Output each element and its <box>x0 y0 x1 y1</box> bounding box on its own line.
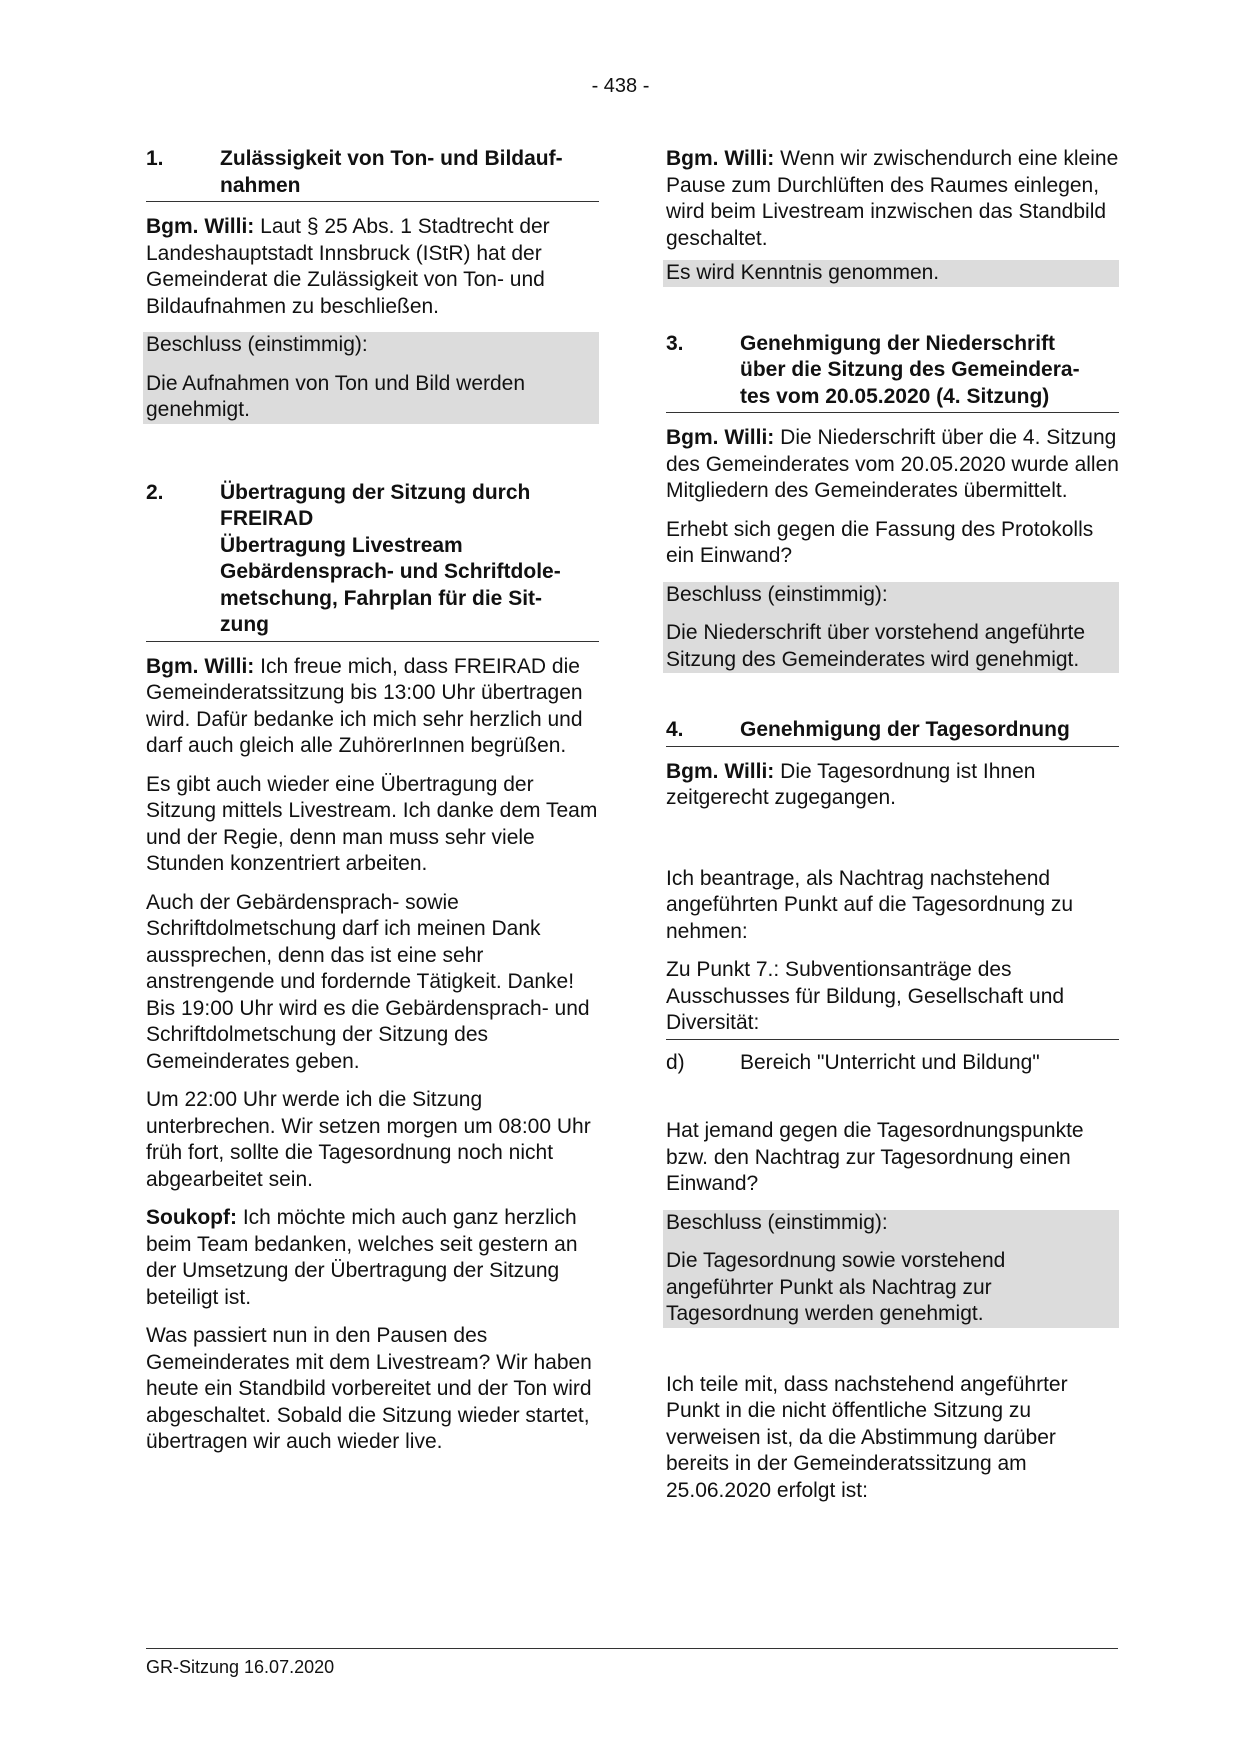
paragraph: Zu Punkt 7.: Subventionsanträge des Ausschusses für Bildung, Gesellschaft und Diversität: <box>666 958 1065 1034</box>
resolution-text: Die Aufnahmen von Ton und Bild werden genehmigt. <box>143 371 599 424</box>
section-number: 4. <box>666 718 684 741</box>
spacer <box>666 1340 1119 1372</box>
section-title-line: Zulässigkeit von Ton- und Bildauf- <box>220 147 563 170</box>
page-number: - 438 - <box>591 75 650 97</box>
footer-divider <box>146 1648 1118 1649</box>
agenda-item-text: Bereich "Unterricht und Bildung" <box>740 1050 1040 1074</box>
spacer <box>666 824 1119 866</box>
section-number: 1. <box>146 147 164 170</box>
section-title <box>220 480 599 639</box>
spacer <box>666 685 1119 717</box>
item-separator <box>666 1039 1119 1040</box>
resolution-label: Beschluss (einstimmig): <box>143 332 599 359</box>
section-title <box>220 146 599 199</box>
spacer <box>666 1080 1119 1118</box>
section-title-line: FREIRAD <box>220 507 314 530</box>
speaker-name: Bgm. Willi: <box>666 147 775 170</box>
resolution-label: Beschluss (einstimmig): <box>663 582 1119 609</box>
paragraph <box>146 654 599 760</box>
section-heading-4 <box>666 717 1119 747</box>
section-heading-1 <box>146 146 599 202</box>
agenda-item <box>666 1050 1119 1081</box>
speaker-name: Bgm. Willi: <box>146 654 255 678</box>
paragraph: Erhebt sich gegen die Fassung des Protokolls ein Einwand? <box>666 517 1094 567</box>
paragraph: Auch der Gebärdensprach- sowie Schriftdolmetschung darf ich meinen Dank aussprechen, denn das ist eine sehr anstrengende und fordernde Tätigkeit. Danke! Bis 19:00 Uhr wird es die Gebärdensprach- und Schriftdolmetschung der Sitzung des Gemeinderates geben. <box>146 890 590 1073</box>
paragraph <box>146 1205 599 1311</box>
section-title-line: Gebärdensprach- und Schriftdole- <box>220 560 561 583</box>
speaker-name: Bgm. Willi: <box>666 426 775 449</box>
resolution-label: Beschluss (einstimmig): <box>663 1210 1119 1237</box>
paragraph: Ich beantrage, als Nachtrag nachstehend angeführten Punkt auf die Tagesordnung zu nehmen: <box>666 866 1074 943</box>
shade-spacer <box>663 1236 1119 1248</box>
resolution-text: Die Niederschrift über vorstehend angeführte Sitzung des Gemeinderates wird genehmigt. <box>663 620 1119 673</box>
right-column <box>666 146 1119 1516</box>
section-title <box>740 331 1119 411</box>
section-heading-3 <box>666 331 1119 414</box>
speaker-name: Soukopf: <box>146 1206 237 1229</box>
section-title-line: metschung, Fahrplan für die Sit- <box>220 586 543 610</box>
footer-text: GR-Sitzung 16.07.2020 <box>146 1657 335 1677</box>
paragraph <box>146 214 599 320</box>
paragraph <box>666 146 1119 252</box>
section-title-line: nahmen <box>220 173 301 197</box>
spacer <box>666 299 1119 331</box>
left-column <box>146 146 599 1468</box>
section-title-line: Übertragung Livestream <box>220 533 463 557</box>
paragraph-text: Laut § 25 Abs. 1 Stadtrecht der Landeshauptstadt Innsbruck (IStR) hat der Gemeinderat die Zulässigkeit von Ton- und Bildaufnahmen zu beschließen. <box>146 215 550 318</box>
paragraph-text: Ich möchte mich auch ganz herzlich beim Team bedanken, welches seit gestern an der Umsetzung der Übertragung der Sitzung beteiligt ist. <box>146 1206 578 1309</box>
section-title-line: tes vom 20.05.2020 (4. Sitzung) <box>740 384 1050 408</box>
section-title <box>740 717 1119 744</box>
section-number: 3. <box>666 331 684 355</box>
section-heading-2 <box>146 480 599 642</box>
speaker-name: Bgm. Willi: <box>146 215 255 238</box>
resolution-text: Die Tagesordnung sowie vorstehend angeführter Punkt als Nachtrag zur Tagesordnung werden genehmigt. <box>663 1248 1119 1328</box>
section-number: 2. <box>146 480 164 504</box>
spacer <box>146 436 599 480</box>
paragraph: Um 22:00 Uhr werde ich die Sitzung unterbrechen. Wir setzen morgen um 08:00 Uhr früh fort, sollte die Tagesordnung noch nicht abgearbeitet sein. <box>146 1088 591 1191</box>
paragraph <box>666 759 1119 812</box>
section-title-line: Genehmigung der Niederschrift <box>740 331 1056 355</box>
shade-spacer <box>663 608 1119 620</box>
paragraph: Ich teile mit, dass nachstehend angeführter Punkt in die nicht öffentliche Sitzung zu verweisen ist, da die Abstimmung darüber bereits in der Gemeinderatssitzung am 25.06.2020 erfolgt ist: <box>666 1372 1068 1502</box>
paragraph: Es gibt auch wieder eine Übertragung der Sitzung mittels Livestream. Ich danke dem Team und der Regie, denn man muss sehr viele Stunden konzentriert arbeiten. <box>146 772 598 875</box>
speaker-name: Bgm. Willi: <box>666 759 775 783</box>
paragraph <box>666 425 1119 505</box>
paragraph: Hat jemand gegen die Tagesordnungspunkte bzw. den Nachtrag zur Tagesordnung einen Einwand? <box>666 1119 1084 1195</box>
paragraph: Was passiert nun in den Pausen des Gemeinderates mit dem Livestream? Wir haben heute ein Standbild vorbereitet und der Ton wird abgeschaltet. Sobald die Sitzung wieder startet, übertragen wir auch wieder live. <box>146 1324 592 1453</box>
shade-spacer <box>143 359 599 371</box>
paragraph-text: Wenn wir zwischendurch eine kleine Pause zum Durchlüften des Raumes einlegen, wird beim Livestream inzwischen das Standbild geschaltet. <box>666 147 1119 250</box>
section-title-line: über die Sitzung des Gemeindera- <box>740 358 1080 381</box>
paragraph-text: Ich freue mich, dass FREIRAD die Gemeinderatssitzung bis 13:00 Uhr übertragen wird. Dafür bedanke ich mich sehr herzlich und darf auch gleich alle ZuhörerInnen begrüßen. <box>146 654 583 757</box>
agenda-item-letter: d) <box>666 1050 685 1074</box>
section-title-line: Genehmigung der Tagesordnung <box>740 718 1070 741</box>
paragraph-text: Die Tagesordnung ist Ihnen zeitgerecht zugegangen. <box>666 759 1036 809</box>
paragraph-text: Die Niederschrift über die 4. Sitzung des Gemeinderates vom 20.05.2020 wurde allen Mitgliedern des Gemeinderates übermittelt. <box>666 426 1119 502</box>
section-title-line: Übertragung der Sitzung durch <box>220 480 531 504</box>
acknowledgement-note: Es wird Kenntnis genommen. <box>663 260 1119 287</box>
section-title-line: zung <box>220 613 269 636</box>
